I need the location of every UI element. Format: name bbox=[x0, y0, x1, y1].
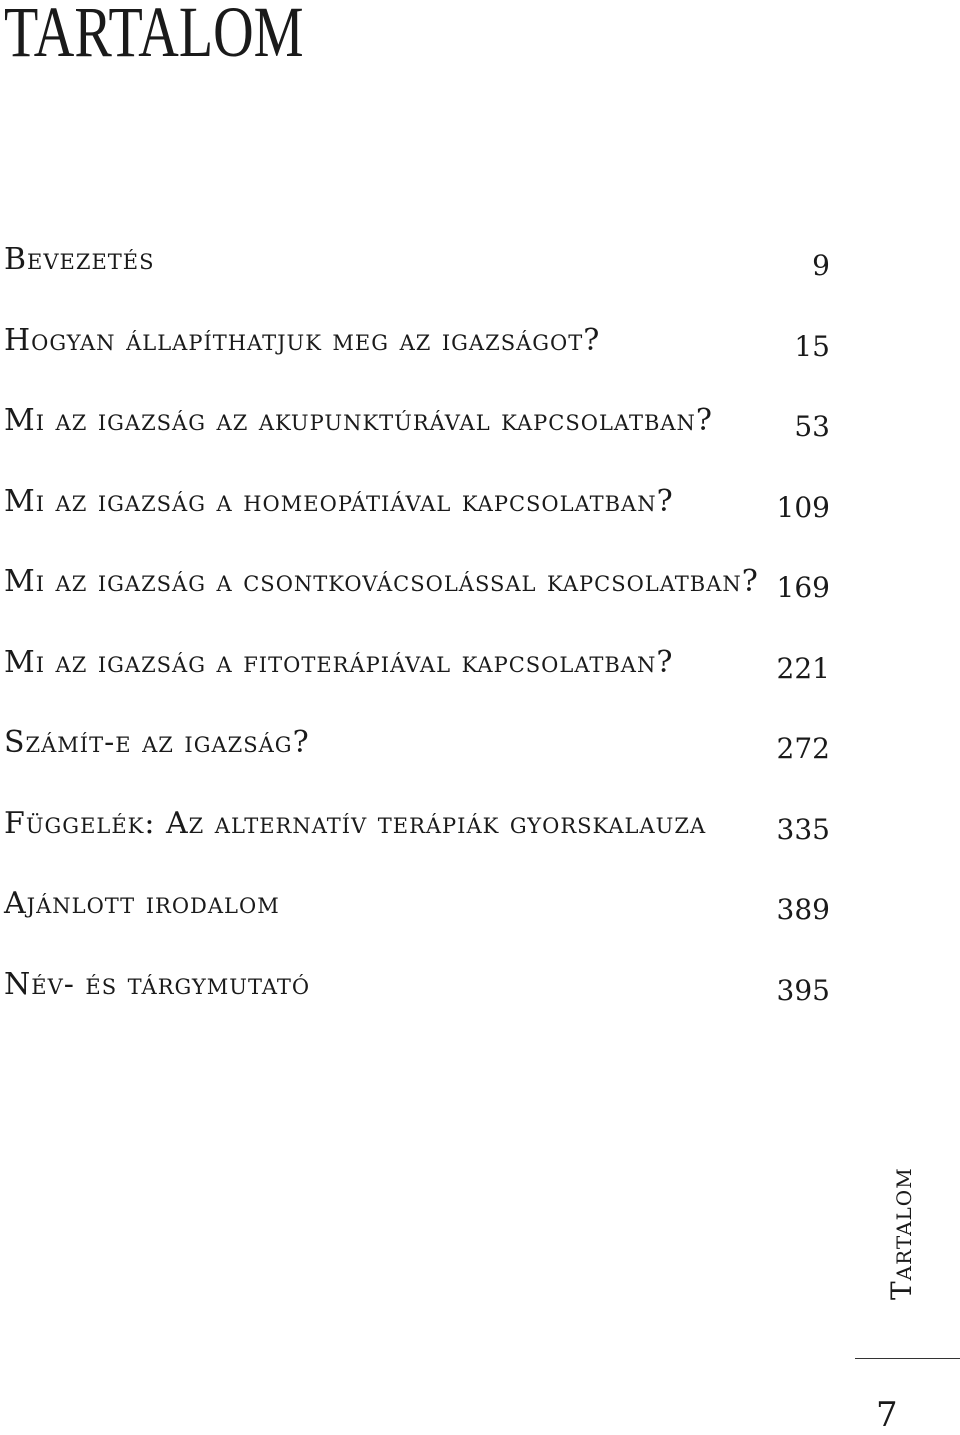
toc-entry-label: Függelék: Az alternatív terápiák gyorskalauza bbox=[4, 805, 707, 841]
toc-entry-page: 169 bbox=[776, 571, 830, 604]
toc-entry-label: Hogyan állapíthatjuk meg az igazságot? bbox=[4, 322, 601, 358]
toc-entry-page: 109 bbox=[776, 490, 830, 524]
running-head: Tartalom bbox=[885, 1167, 918, 1300]
toc-entry-page: 335 bbox=[776, 812, 830, 846]
toc-entry-label: Név- és tárgymutató bbox=[4, 966, 311, 1002]
toc-entry-label: Mi az igazság a fitoterápiával kapcsolatban? bbox=[4, 644, 674, 680]
page-title: TARTALOM bbox=[4, 0, 304, 72]
toc-entry-label: Számít-e az igazság? bbox=[4, 725, 310, 760]
toc-entry-appendix[interactable] bbox=[0, 796, 960, 877]
toc-entry-does-truth-matter[interactable] bbox=[0, 715, 960, 796]
toc-entry-herbal-medicine[interactable] bbox=[0, 635, 960, 716]
toc-entry-introduction[interactable] bbox=[0, 232, 960, 313]
toc-entry-page: 272 bbox=[776, 732, 830, 765]
toc-entry-page: 221 bbox=[776, 651, 830, 685]
toc-entry-truth[interactable] bbox=[0, 313, 960, 394]
toc-entry-page: 389 bbox=[776, 893, 830, 926]
toc-entry-label: Mi az igazság az akupunktúrával kapcsolatban? bbox=[4, 403, 714, 438]
toc-entry-acupuncture[interactable] bbox=[0, 393, 960, 474]
toc-entry-index[interactable] bbox=[0, 957, 960, 1038]
footer-divider bbox=[855, 1358, 960, 1359]
toc-entry-homeopathy[interactable] bbox=[0, 474, 960, 555]
toc-entry-page: 395 bbox=[776, 973, 830, 1007]
toc-entry-chiropractic[interactable] bbox=[0, 554, 960, 635]
toc-entry-page: 9 bbox=[812, 249, 830, 282]
toc-entry-page: 15 bbox=[794, 329, 830, 363]
page-number: 7 bbox=[876, 1395, 898, 1435]
toc-entry-page: 53 bbox=[794, 410, 830, 443]
toc-entry-further-reading[interactable] bbox=[0, 876, 960, 957]
toc-entry-label: Mi az igazság a csontkovácsolással kapcsolatban? bbox=[4, 564, 759, 599]
toc-entry-label: Bevezetés bbox=[4, 242, 155, 277]
toc-entry-label: Ajánlott irodalom bbox=[4, 886, 280, 921]
table-of-contents bbox=[0, 232, 960, 1037]
toc-entry-label: Mi az igazság a homeopátiával kapcsolatban? bbox=[4, 483, 674, 519]
